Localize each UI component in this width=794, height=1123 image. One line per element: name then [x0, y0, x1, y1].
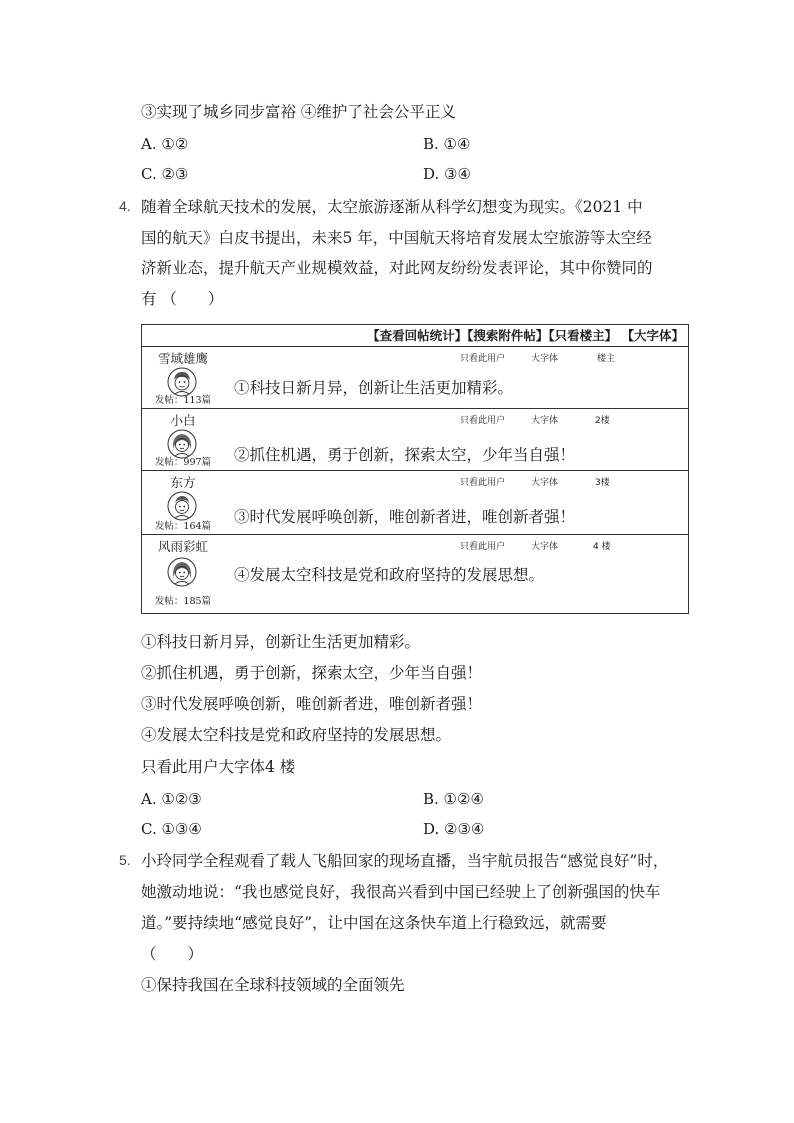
post-count: 发帖：113篇 — [154, 395, 212, 406]
post-floor: 4 楼 — [593, 542, 611, 552]
post-text: ④发展太空科技是党和政府坚持的发展思想。 — [234, 566, 545, 584]
post-floor: 3楼 — [595, 478, 610, 488]
forum-screenshot — [141, 324, 689, 614]
post-text: ③时代发展呼唤创新，唯创新者进，唯创新者强！ — [234, 508, 576, 526]
q4-repeat-line-3: ③时代发展呼唤创新，唯创新者进，唯创新者强！ — [141, 695, 483, 713]
big-font-link[interactable]: 大字体 — [531, 416, 559, 426]
q4-stem-line-1: 随着全球航天技术的发展，太空旅游逐渐从科学幻想变为现实。《2021 中 — [141, 198, 643, 216]
post-count: 发帖：185篇 — [154, 596, 212, 607]
q4-stem-line-3: 济新业态，提升航天产业规模效益，对此网友纷纷发表评论，其中你赞同的 — [141, 259, 653, 277]
post-text: ①科技日新月异，创新让生活更加精彩。 — [234, 379, 514, 397]
q4-stem-line-2: 国的航天》白皮书提出，未来5 年，中国航天将培育发展太空旅游等太空经 — [141, 229, 652, 247]
q5-number: 5. — [119, 852, 131, 868]
q3-option-b[interactable]: B. ①④ — [423, 135, 471, 153]
view-only-user-link[interactable]: 只看此用户 — [460, 478, 506, 488]
forum-post — [142, 471, 688, 535]
post-floor: 楼主 — [597, 354, 616, 364]
forum-post — [142, 535, 688, 613]
post-username: 雪域雄鹰 — [157, 351, 208, 366]
big-font-link[interactable]: 大字体 — [531, 354, 559, 364]
q3-option-c[interactable]: C. ②③ — [141, 165, 189, 183]
view-only-user-link[interactable]: 只看此用户 — [460, 416, 506, 426]
q4-stem-line-4: 有 （ ） — [141, 290, 224, 308]
q4-option-a[interactable]: A. ①②③ — [141, 790, 202, 808]
post-username: 东方 — [170, 475, 196, 490]
q4-repeat-line-2: ②抓住机遇，勇于创新，探索太空，少年当自强！ — [141, 664, 483, 682]
q5-stem-line-3: 道。”要持续地“感觉良好”，让中国在这条快车道上行稳致远，就需要 — [141, 914, 607, 932]
q5-statement-1: ①保持我国在全球科技领域的全面领先 — [141, 976, 405, 994]
q4-option-d[interactable]: D. ②③④ — [423, 820, 485, 838]
q4-repeat-line-1: ①科技日新月异，创新让生活更加精彩。 — [141, 633, 421, 651]
forum-post — [142, 409, 688, 471]
forum-post — [142, 347, 688, 409]
q4-option-c[interactable]: C. ①③④ — [141, 820, 202, 838]
girl-avatar-icon — [167, 557, 197, 587]
q4-repeat-line-5: 只看此用户大字体4 楼 — [141, 758, 296, 776]
q4-option-b[interactable]: B. ①②④ — [423, 790, 484, 808]
view-only-user-link[interactable]: 只看此用户 — [460, 354, 506, 364]
post-count: 发帖：997篇 — [154, 457, 212, 468]
view-only-user-link[interactable]: 只看此用户 — [460, 542, 506, 552]
q5-answer-blank: （ ） — [141, 945, 204, 963]
post-username: 风雨彩虹 — [157, 539, 208, 554]
q3-statement-line: ③实现了城乡同步富裕 ④维护了社会公平正义 — [141, 103, 456, 121]
q3-option-a[interactable]: A. ①② — [141, 135, 189, 153]
post-text: ②抓住机遇，勇于创新，探索太空，少年当自强！ — [234, 446, 576, 464]
big-font-link[interactable]: 大字体 — [531, 478, 559, 488]
q3-option-d[interactable]: D. ③④ — [423, 165, 471, 183]
forum-toolbar: 【查看回帖统计】【搜索附件帖】【只看楼主】 【大字体】 — [142, 325, 688, 347]
big-font-link[interactable]: 大字体 — [531, 542, 559, 552]
q4-number: 4. — [119, 198, 131, 214]
post-username: 小白 — [170, 413, 196, 428]
q5-stem-line-2: 她激动地说：“我也感觉良好，我很高兴看到中国已经驶上了创新强国的快车 — [141, 883, 661, 901]
q4-repeat-line-4: ④发展太空科技是党和政府坚持的发展思想。 — [141, 726, 452, 744]
post-floor: 2楼 — [595, 416, 610, 426]
boy-avatar-icon — [167, 491, 197, 521]
post-count: 发帖：164篇 — [154, 521, 212, 532]
q5-stem-line-1: 小玲同学全程观看了载人飞船回家的现场直播，当宇航员报告“感觉良好”时， — [141, 852, 669, 870]
